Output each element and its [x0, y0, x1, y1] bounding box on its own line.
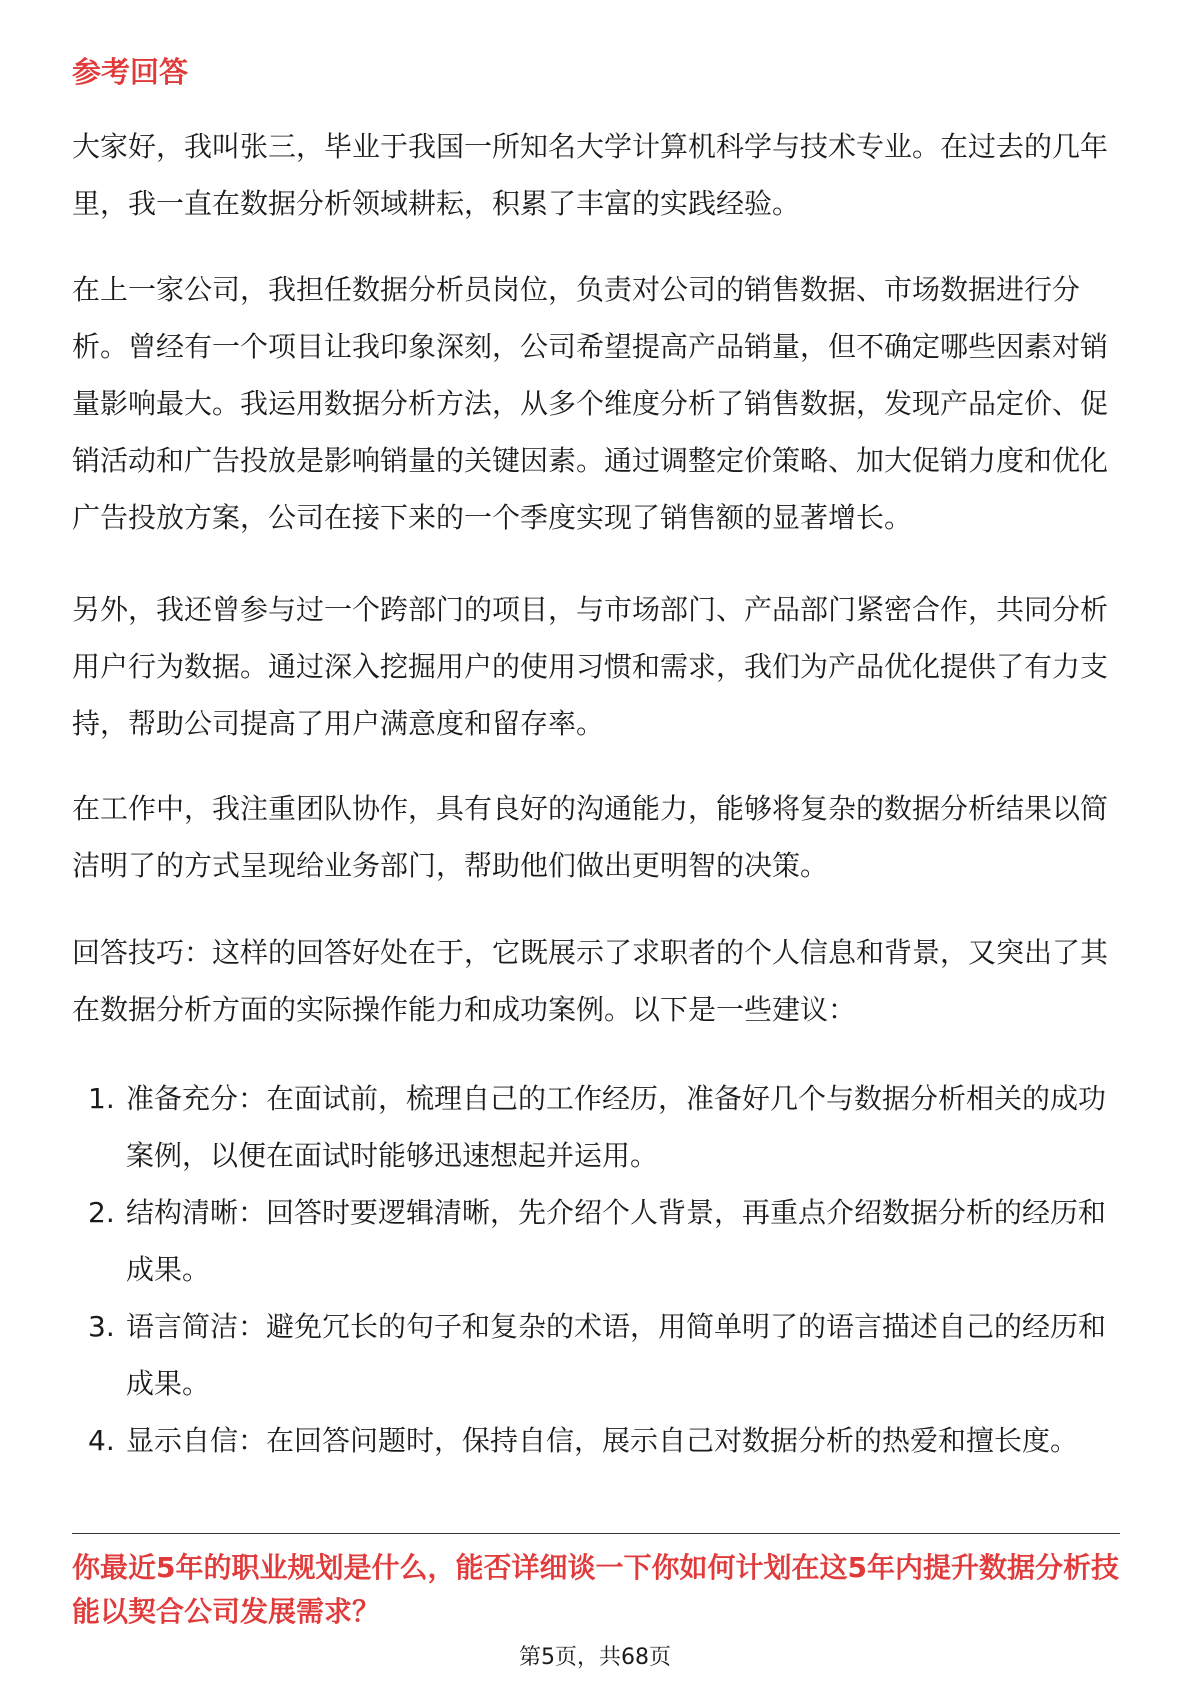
- answer-tips-intro: 回答技巧：这样的回答好处在于，它既展示了求职者的个人信息和背景，又突出了其在数据分析方面的实际操作能力和成功案例。以下是一些建议：: [72, 936, 1109, 1026]
- next-question: 你最近5年的职业规划是什么，能否详细谈一下你如何计划在这5年内提升数据分析技能以契合公司发展需求？: [72, 1551, 1119, 1628]
- answer-paragraph-cross-team: 另外，我还曾参与过一个跨部门的项目，与市场部门、产品部门紧密合作，共同分析用户行为数据。通过深入挖掘用户的使用习惯和需求，我们为产品优化提供了有力支持，帮助公司提高了用户满意度和留存率。: [72, 593, 1109, 740]
- list-item-text: 准备充分：在面试前，梳理自己的工作经历，准备好几个与数据分析相关的成功案例，以便在面试时能够迅速想起并运用。: [126, 1082, 1107, 1172]
- page-number-footer: 第5页，共68页: [519, 1645, 671, 1670]
- list-item-text: 显示自信：在回答问题时，保持自信，展示自己对数据分析的热爱和擅长度。: [126, 1424, 1079, 1457]
- answer-paragraph-project: 在上一家公司，我担任数据分析员岗位，负责对公司的销售数据、市场数据进行分析。曾经有一个项目让我印象深刻，公司希望提高产品销量，但不确定哪些因素对销量影响最大。我运用数据分析方法，从多个维度分析了销售数据，发现产品定价、促销活动和广告投放是影响销量的关键因素。通过调整定价策略、加大促销力度和优化广告投放方案，公司在接下来的一个季度实现了销售额的显著增长。: [72, 273, 1109, 534]
- list-item-number: 1.: [88, 1082, 115, 1115]
- list-item: [72, 1298, 1120, 1412]
- list-item-text: 结构清晰：回答时要逻辑清晰，先介绍个人背景，再重点介绍数据分析的经历和成果。: [126, 1196, 1107, 1286]
- answer-paragraph-intro: 大家好，我叫张三，毕业于我国一所知名大学计算机科学与技术专业。在过去的几年里，我一直在数据分析领域耕耘，积累了丰富的实践经验。: [72, 130, 1109, 220]
- list-item: [72, 1184, 1120, 1298]
- list-item: [72, 1412, 1120, 1469]
- list-item: [72, 1070, 1120, 1184]
- tips-list: [72, 1070, 1120, 1469]
- answer-paragraph-teamwork: 在工作中，我注重团队协作，具有良好的沟通能力，能够将复杂的数据分析结果以简洁明了的方式呈现给业务部门，帮助他们做出更明智的决策。: [72, 792, 1109, 882]
- section-heading: 参考回答: [72, 55, 189, 89]
- list-item-number: 3.: [88, 1310, 115, 1343]
- list-item-number: 4.: [88, 1424, 115, 1457]
- list-item-text: 语言简洁：避免冗长的句子和复杂的术语，用简单明了的语言描述自己的经历和成果。: [126, 1310, 1107, 1400]
- section-divider: [72, 1533, 1120, 1534]
- list-item-number: 2.: [88, 1196, 115, 1229]
